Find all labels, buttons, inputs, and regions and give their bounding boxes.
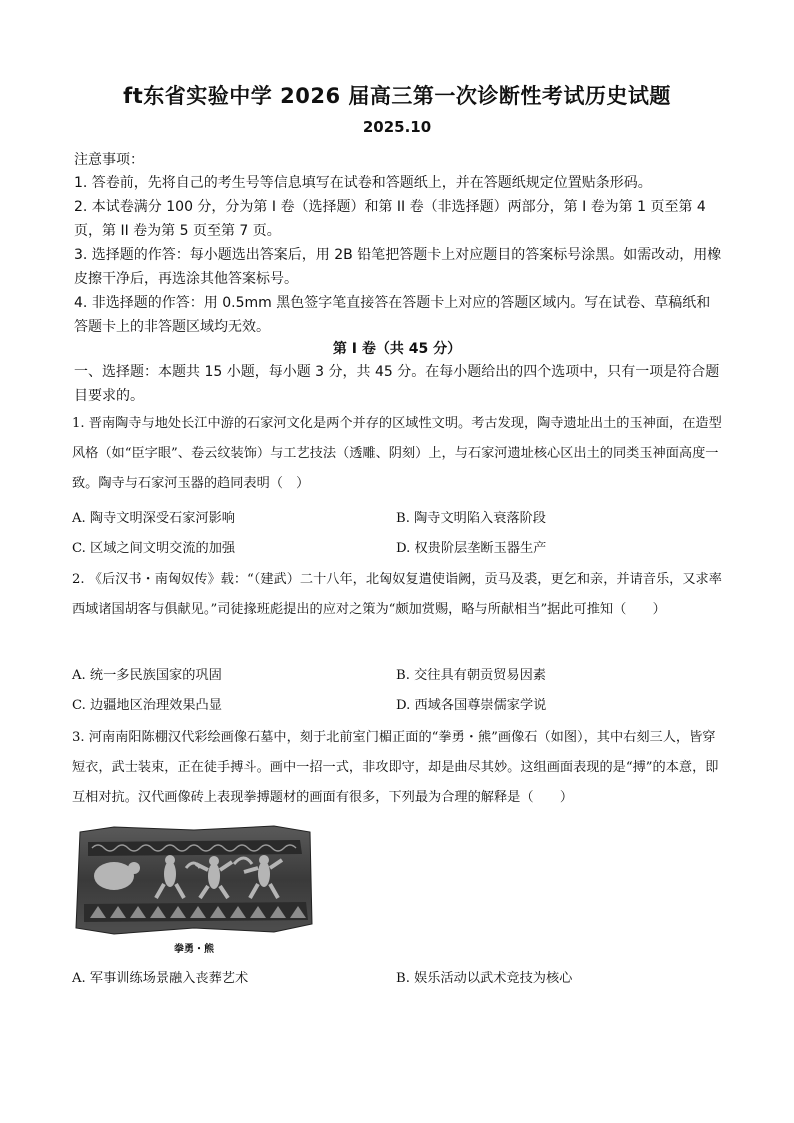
- notice-item-2: 2. 本试卷满分 100 分，分为第 I 卷（选择题）和第 II 卷（非选择题）两部分，第 I 卷为第 1 页至第 4 页，第 II 卷为第 5 页至第 7 页。: [74, 199, 706, 239]
- notice-item-1: 1. 答卷前，先将自己的考生号等信息填写在试卷和答题纸上，并在答题纸规定位置贴条形码。: [74, 175, 652, 191]
- question-2-option-a: A. 统一多民族国家的巩固: [72, 668, 222, 683]
- question-2-option-b: B. 交往具有朝贡贸易因素: [396, 668, 546, 683]
- section-title: 第 I 卷（共 45 分）: [332, 341, 462, 357]
- stone-relief-image: [74, 824, 314, 936]
- question-1-stem: 1. 晋南陶寺与地处长江中游的石家河文化是两个并存的区域性文明。考古发现，陶寺遗址出土的玉神面，在造型风格（如“臣字眼”、卷云纹装饰）与工艺技法（透雕、阴刻）上，与石家河遗址核心区出土的同类玉神面高度一致。陶寺与石家河玉器的趋同表明（ ）: [72, 416, 722, 491]
- notice-item-3: 3. 选择题的作答：每小题选出答案后，用 2B 铅笔把答题卡上对应题目的答案标号涂黑。如需改动，用橡皮擦干净后，再选涂其他答案标号。: [74, 247, 722, 287]
- question-1-option-b: B. 陶寺文明陷入衰落阶段: [396, 511, 546, 526]
- notice-item-4: 4. 非选择题的作答：用 0.5mm 黑色签字笔直接答在答题卡上对应的答题区域内。写在试卷、草稿纸和答题卡上的非答题区域均无效。: [74, 295, 711, 335]
- exam-title: ft东省实验中学 2026 届高三第一次诊断性考试历史试题: [123, 84, 671, 108]
- question-1-option-c: C. 区域之间文明交流的加强: [72, 541, 236, 556]
- question-3-option-b: B. 娱乐活动以武术竞技为核心: [396, 971, 573, 986]
- question-2-option-c: C. 边疆地区治理效果凸显: [72, 698, 222, 713]
- question-3-option-a: A. 军事训练场景融入丧葬艺术: [72, 971, 249, 986]
- question-3-stem: 3. 河南南阳陈棚汉代彩绘画像石墓中，刻于北前室门楣正面的“拳勇・熊”画像石（如图），其中右刻三人，皆穿短衣，武士装束，正在徒手搏斗。画中一招一式，非攻即守，却是曲尽其妙。这组画面表现的是“搏”的本意，即互相对抗。汉代画像砖上表现拳搏题材的画面有很多，下列最为合理的解释是（ ）: [72, 730, 719, 805]
- figure-caption: 拳勇・熊: [174, 944, 214, 955]
- question-1-option-a: A. 陶寺文明深受石家河影响: [72, 511, 235, 526]
- question-2-stem: 2. 《后汉书・南匈奴传》载：“（建武）二十八年，北匈奴复遣使诣阙，贡马及裘，更乞和亲，并请音乐，又求率西域诸国胡客与俱献见。”司徒掾班彪提出的应对之策为“颇加赏赐，略与所献相当”据此可推知（ ）: [72, 572, 722, 617]
- exam-date: 2025.10: [362, 118, 432, 136]
- question-2-option-d: D. 西域各国尊崇儒家学说: [396, 698, 547, 713]
- question-1-option-d: D. 权贵阶层垄断玉器生产: [396, 541, 547, 556]
- section-intro: 一、选择题：本题共 15 小题，每小题 3 分，共 45 分。在每小题给出的四个选项中，只有一项是符合题目要求的。: [74, 364, 720, 404]
- notice-heading: 注意事项：: [74, 152, 144, 168]
